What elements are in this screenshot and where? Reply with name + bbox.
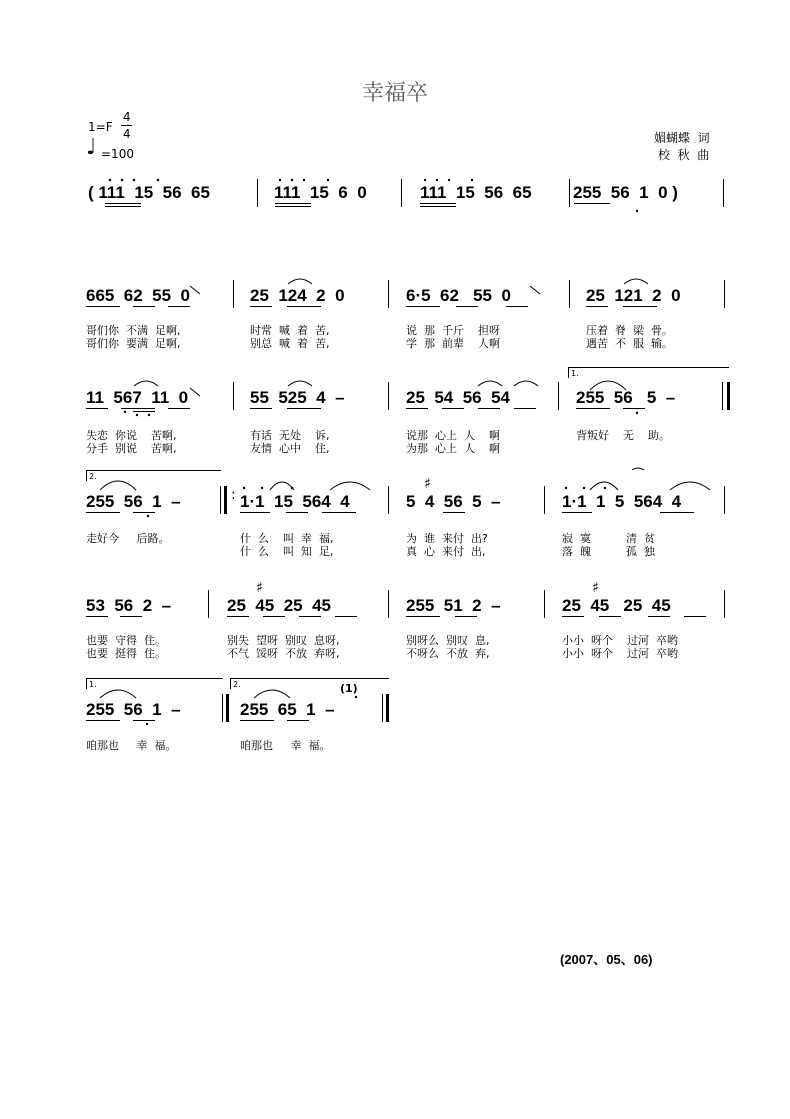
measure: 111 15 56 65 — [420, 183, 532, 202]
measure: 111 15 6 0 — [274, 183, 367, 202]
measure: 11 567 11 0 — [86, 388, 189, 407]
volta-number: 1. — [89, 680, 97, 689]
lyric-line: 失恋 你说 苦啊, — [86, 429, 177, 442]
octave-dot — [636, 210, 638, 212]
octave-dot — [448, 179, 450, 181]
lyric-line: 背叛好 无 助。 — [576, 429, 670, 442]
lyric-line: 哥们你 不满 足啊, — [86, 324, 181, 337]
time-signature-top: 4 — [123, 110, 131, 124]
measure: 25 124 2 0 — [250, 286, 345, 305]
octave-dot — [124, 411, 126, 413]
octave-dot — [291, 179, 293, 181]
octave-dot — [146, 723, 148, 725]
lyric-line: 也要 挺得 住。 — [86, 647, 166, 660]
volta-number: 1. — [571, 369, 579, 378]
lyric-line: 咱那也 幸 福。 — [86, 739, 177, 752]
time-signature-bottom: 4 — [123, 127, 131, 141]
key-signature: 1=F — [88, 120, 113, 134]
octave-dot — [261, 487, 263, 489]
measure: 255 56 5 – — [576, 388, 676, 407]
slur — [288, 279, 312, 284]
volta-number: 2. — [89, 472, 97, 481]
lyric-line: 不气 馁呀 不放 弃呀, — [227, 647, 340, 660]
sharp-icon: ♯ — [424, 476, 431, 492]
tie-mark — [632, 468, 644, 470]
measure: 255 56 1 – — [86, 700, 181, 719]
octave-dot — [243, 487, 245, 489]
measure: 55 525 4 – — [250, 388, 345, 407]
lyric-line: 有话 无处 诉, — [250, 429, 330, 442]
slur — [100, 481, 136, 490]
measure: 1·1 1 5 564 4 — [562, 492, 682, 511]
slur — [670, 482, 710, 490]
lyric-line: 压着 脊 梁 骨。 — [586, 324, 673, 337]
measure: 255 65 1 – — [240, 700, 335, 719]
quarter-note-icon: ♩ — [86, 135, 97, 160]
measure: 53 56 2 – — [86, 596, 172, 615]
sharp-icon: ♯ — [256, 580, 263, 596]
octave-dot — [147, 515, 149, 517]
slur — [330, 482, 370, 490]
lyric-line: 别失 望呀 别叹 息呀, — [227, 634, 340, 647]
lyric-line: 真 心 来付 出, — [406, 545, 486, 558]
lyric-line: 也要 守得 住。 — [86, 634, 166, 647]
measure: 255 56 1 0 ) — [573, 183, 678, 202]
octave-dot — [109, 179, 111, 181]
lyric-line: 咱那也 幸 福。 — [240, 739, 331, 752]
tie-mark — [530, 286, 540, 294]
fermata-mark: (1) — [340, 682, 358, 695]
slur — [100, 690, 136, 698]
tie-mark — [190, 286, 200, 294]
slur — [288, 381, 312, 386]
lyric-line: 什 么 叫 知 足, — [240, 545, 334, 558]
measure: 25 45 25 45 — [227, 596, 331, 615]
octave-dot — [424, 179, 426, 181]
lyric-line: 遇苦 不 服 输。 — [586, 337, 673, 350]
composer-credit: 校 秋 曲 — [658, 148, 710, 162]
lyric-line: 为 谁 来付 出? — [406, 532, 488, 545]
tie-mark — [190, 388, 200, 396]
octave-dot — [148, 414, 150, 416]
lyric-line: 别总 喊 着 苦, — [250, 337, 330, 350]
measure: 5 4 56 5 – — [406, 492, 501, 511]
tempo-marking: =100 — [101, 147, 134, 161]
lyric-line: 别呀么 别叹 息, — [406, 634, 490, 647]
lyric-line: 不呀么 不放 弃, — [406, 647, 490, 660]
octave-dot — [133, 179, 135, 181]
measure: 6·5 62 55 0 — [406, 286, 511, 305]
octave-dot — [279, 179, 281, 181]
lyric-line: 分手 别说 苦啊, — [86, 442, 177, 455]
sharp-icon: ♯ — [592, 580, 599, 596]
measure: 25 121 2 0 — [586, 286, 681, 305]
octave-dot — [565, 487, 567, 489]
slur — [134, 381, 158, 386]
octave-dot — [583, 487, 585, 489]
lyric-line: 小小 呀个 过河 卒哟 — [562, 647, 678, 660]
repeat-dots: : — [231, 487, 236, 503]
lyric-line: 时常 喊 着 苦, — [250, 324, 330, 337]
octave-dot — [157, 179, 159, 181]
lyric-line: 什 么 叫 幸 福, — [240, 532, 334, 545]
date-stamp: (2007、05、06) — [560, 952, 653, 967]
lyricist-credit: 媚蝴蝶 词 — [654, 131, 710, 145]
lyric-line: 友情 心中 住, — [250, 442, 330, 455]
measure: 25 54 56 54 — [406, 388, 510, 407]
slur — [478, 381, 502, 386]
measure: 25 45 25 45 — [562, 596, 671, 615]
measure: 255 56 1 – — [86, 492, 181, 511]
octave-dot — [355, 696, 357, 698]
volta-number: 2. — [233, 680, 241, 689]
octave-dot — [291, 487, 293, 489]
lyric-line: 为那 心上 人 啊 — [406, 442, 500, 455]
lyric-line: 学 那 前辈 人啊 — [406, 337, 500, 350]
octave-dot — [436, 179, 438, 181]
song-title: 幸福卒 — [361, 81, 428, 106]
slur — [514, 381, 538, 386]
octave-dot — [471, 179, 473, 181]
slur — [254, 690, 290, 698]
octave-dot — [136, 414, 138, 416]
measure: ( 111 15 56 65 — [88, 183, 210, 202]
lyric-line: 寂 寞 清 贫 — [562, 532, 655, 545]
lyric-line: 小小 呀个 过河 卒哟 — [562, 634, 678, 647]
slur — [270, 482, 294, 490]
lyric-line: 走好今 后路。 — [86, 532, 170, 545]
octave-dot — [121, 179, 123, 181]
octave-dot — [636, 412, 638, 414]
octave-dot — [604, 487, 606, 489]
lyric-line: 哥们你 要满 足啊, — [86, 337, 181, 350]
measure: 255 51 2 – — [406, 596, 501, 615]
measure: 1·1 15 564 4 — [240, 492, 350, 511]
lyric-line: 说 那 千斤 担呀 — [406, 324, 500, 337]
lyric-line: 落 魄 孤 独 — [562, 545, 655, 558]
octave-dot — [327, 179, 329, 181]
measure: 665 62 55 0 — [86, 286, 190, 305]
octave-dot — [303, 179, 305, 181]
slur — [590, 482, 618, 490]
slur — [590, 381, 626, 390]
slur — [624, 279, 648, 284]
lyric-line: 说那 心上 人 啊 — [406, 429, 500, 442]
